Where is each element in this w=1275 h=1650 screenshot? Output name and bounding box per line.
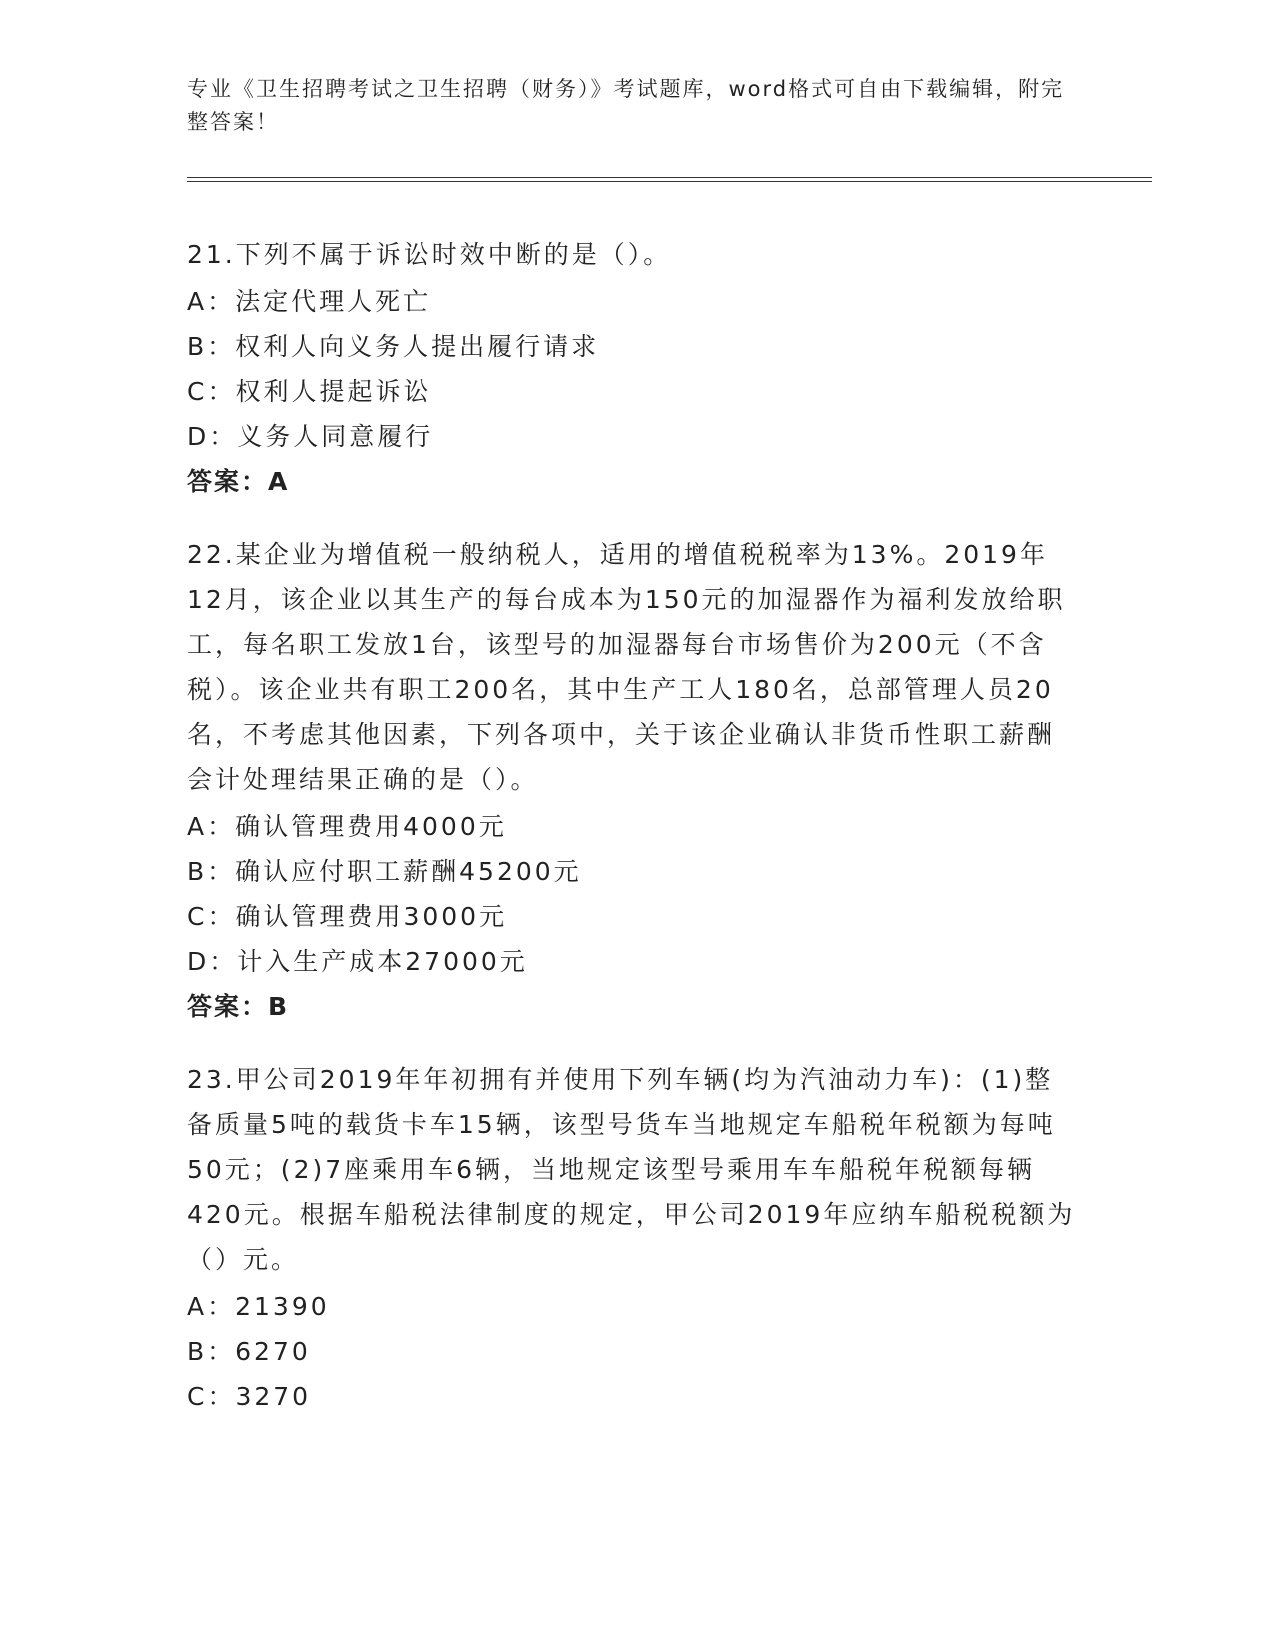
option-b: B：确认应付职工薪酬45200元 (187, 857, 582, 886)
option-d: D：义务人同意履行 (187, 422, 434, 451)
header-intro-text: 专业《卫生招聘考试之卫生招聘（财务）》考试题库，word格式可自由下载编辑，附完整答案！ (187, 77, 1065, 134)
option-d: D：计入生产成本27000元 (187, 947, 528, 976)
question-text: 22.某企业为增值税一般纳税人，适用的增值税税率为13%。2019年12月，该企业以其生产的每台成本为150元的加湿器作为福利发放给职工，每名职工发放1台，该型号的加湿器每台市场售价为200元（不含税）。该企业共有职工200名，其中生产工人180名，总部管理人员20名，不考虑其他因素，下列各项中，关于该企业确认非货币性职工薪酬会计处理结果正确的是（）。 (187, 540, 1066, 794)
answer-line: 答案：A (187, 467, 290, 496)
option-c: C：确认管理费用3000元 (187, 902, 508, 931)
document-header (187, 73, 1087, 139)
question-text: 23.甲公司2019年年初拥有并使用下列车辆(均为汽油动力车)：(1)整备质量5吨的载货卡车15辆，该型号货车当地规定车船税年税额为每吨50元；(2)7座乘用车6辆，当地规定该型号乘用车车船税年税额每辆420元。根据车船税法律制度的规定，甲公司2019年应纳车船税税额为（）元。 (187, 1065, 1076, 1274)
option-b: B：6270 (187, 1337, 311, 1366)
question-21 (187, 232, 1077, 504)
option-a: A：法定代理人死亡 (187, 287, 432, 316)
header-divider (187, 177, 1152, 182)
option-a: A：确认管理费用4000元 (187, 812, 507, 841)
question-23 (187, 1057, 1077, 1419)
option-c: C：3270 (187, 1382, 312, 1411)
option-c: C：权利人提起诉讼 (187, 377, 432, 406)
option-b: B：权利人向义务人提出履行请求 (187, 332, 600, 361)
answer-line: 答案：B (187, 992, 290, 1021)
question-text: 21.下列不属于诉讼时效中断的是（）。 (187, 240, 672, 269)
question-list (187, 232, 1077, 1447)
question-22 (187, 532, 1077, 1029)
option-a: A：21390 (187, 1292, 330, 1321)
